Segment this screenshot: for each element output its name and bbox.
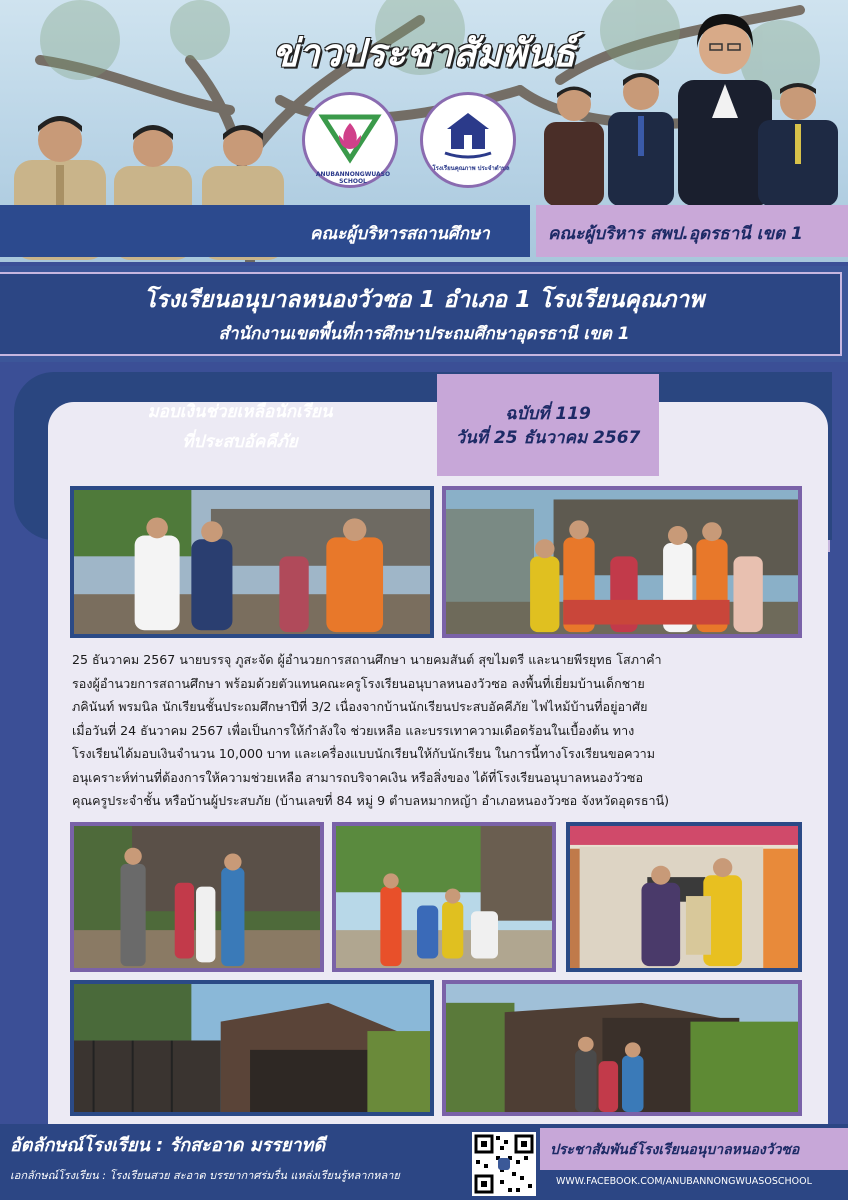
topic-line-1: มอบเงินช่วยเหลือนักเรียน — [147, 402, 333, 422]
quality-school-logo — [420, 92, 516, 188]
header-title: ข่าวประชาสัมพันธ์ — [272, 31, 576, 75]
school-admin-label: คณะผู้บริหารสถานศึกษา — [310, 224, 490, 244]
person-official-3 — [752, 80, 844, 206]
issue-date: วันที่ 25 ธันวาคม 2567 — [455, 428, 641, 448]
news-body-line: เมื่อวันที่ 24 ธันวาคม 2567 เพื่อเป็นการให้กำลังใจ ช่วยเหลือ และบรรเทาความเดือดร้อนในเบื้องต้น ทาง — [72, 722, 635, 738]
topic-line-2: ที่ประสบอัคคีภัย — [182, 432, 298, 452]
person-official-2 — [604, 70, 678, 206]
photo-visit-outside-house — [70, 822, 324, 972]
photo-group-with-donation — [442, 486, 802, 638]
news-body-line: โรงเรียนได้มอบเงินจำนวน 10,000 บาท และเครื่องแบบนักเรียนให้กับนักเรียน ในการนี้ทางโรงเรียนขอความ — [72, 746, 656, 761]
news-body-line: 25 ธันวาคม 2567 นายบรรจุ ภูสะจัด ผู้อำนวยการสถานศึกษา นายคมสันต์ สุขไมตรี และนายพีรยุทธ โสภาคำ — [72, 652, 662, 667]
photo-burned-house-1 — [70, 980, 434, 1116]
news-body-line: รองผู้อำนวยการสถานศึกษา พร้อมด้วยตัวแทนคณะครูโรงเรียนอนุบาลหนองวัวซอ ลงพื้นที่เยี่ยมบ้านเด็กชาย — [72, 675, 645, 691]
school-name: โรงเรียนอนุบาลหนองวัวซอ 1 อำเภอ 1 โรงเรียนคุณภาพ — [143, 287, 705, 313]
news-body-line: ภคินันท์ พรมนิล นักเรียนชั้นประถมศึกษาปีที่ 3/2 เนื่องจากบ้านนักเรียนประสบอัคคีภัย ไฟไหม้บ้านที่อยู่อาศัย — [72, 699, 648, 714]
qr-code[interactable] — [472, 1132, 536, 1196]
photo-handing-uniform — [566, 822, 802, 972]
area-admin-label: คณะผู้บริหาร สพป.อุดรธานี เขต 1 — [548, 224, 803, 244]
footer-motto: อัตลักษณ์โรงเรียน : รักสะอาด มรรยาทดี — [10, 1135, 326, 1156]
school-logo — [302, 92, 398, 188]
photo-burned-house-2 — [442, 980, 802, 1116]
facebook-url-link[interactable]: WWW.FACEBOOK.COM/ANUBANNONGWUASOSCHOOL — [556, 1176, 812, 1187]
news-body-line: คุณครูประจำชั้น หรือบ้านผู้ประสบภัย (บ้านเลขที่ 84 หมู่ 9 ตำบลหมากหญ้า อำเภอหนองวัวซอ จังหวัดอุดรธานี) — [72, 793, 670, 808]
news-body — [72, 648, 802, 813]
school-logo-text: ANUBANNONGWUASO SCHOOL — [315, 171, 391, 185]
news-body-line: อนุเคราะห์ท่านที่ต้องการให้ความช่วยเหลือ สามารถบริจาคเงิน หรือสิ่งของ ได้ที่โรงเรียนอนุบาลหนองวัวซอ — [72, 769, 644, 785]
quality-school-logo-text: โรงเรียนคุณภาพ ประจำตำบล — [432, 165, 510, 172]
qr-code-icon — [472, 1132, 536, 1196]
footer-pr-text: ประชาสัมพันธ์โรงเรียนอนุบาลหนองวัวซอ — [550, 1142, 800, 1158]
person-official-1 — [540, 84, 608, 206]
school-area: สำนักงานเขตพื้นที่การศึกษาประถมศึกษาอุดรธานี เขต 1 — [218, 324, 630, 344]
photo-school-staff-at-fire-site — [70, 486, 434, 638]
footer-identity: เอกลักษณ์โรงเรียน : โรงเรียนสวย สะอาด บรรยากาศร่มรื่น แหล่งเรียนรู้หลากหลาย — [10, 1169, 400, 1182]
issue-number: ฉบับที่ 119 — [505, 404, 591, 424]
photo-group-seated-yard — [332, 822, 556, 972]
header-banner — [0, 0, 848, 262]
